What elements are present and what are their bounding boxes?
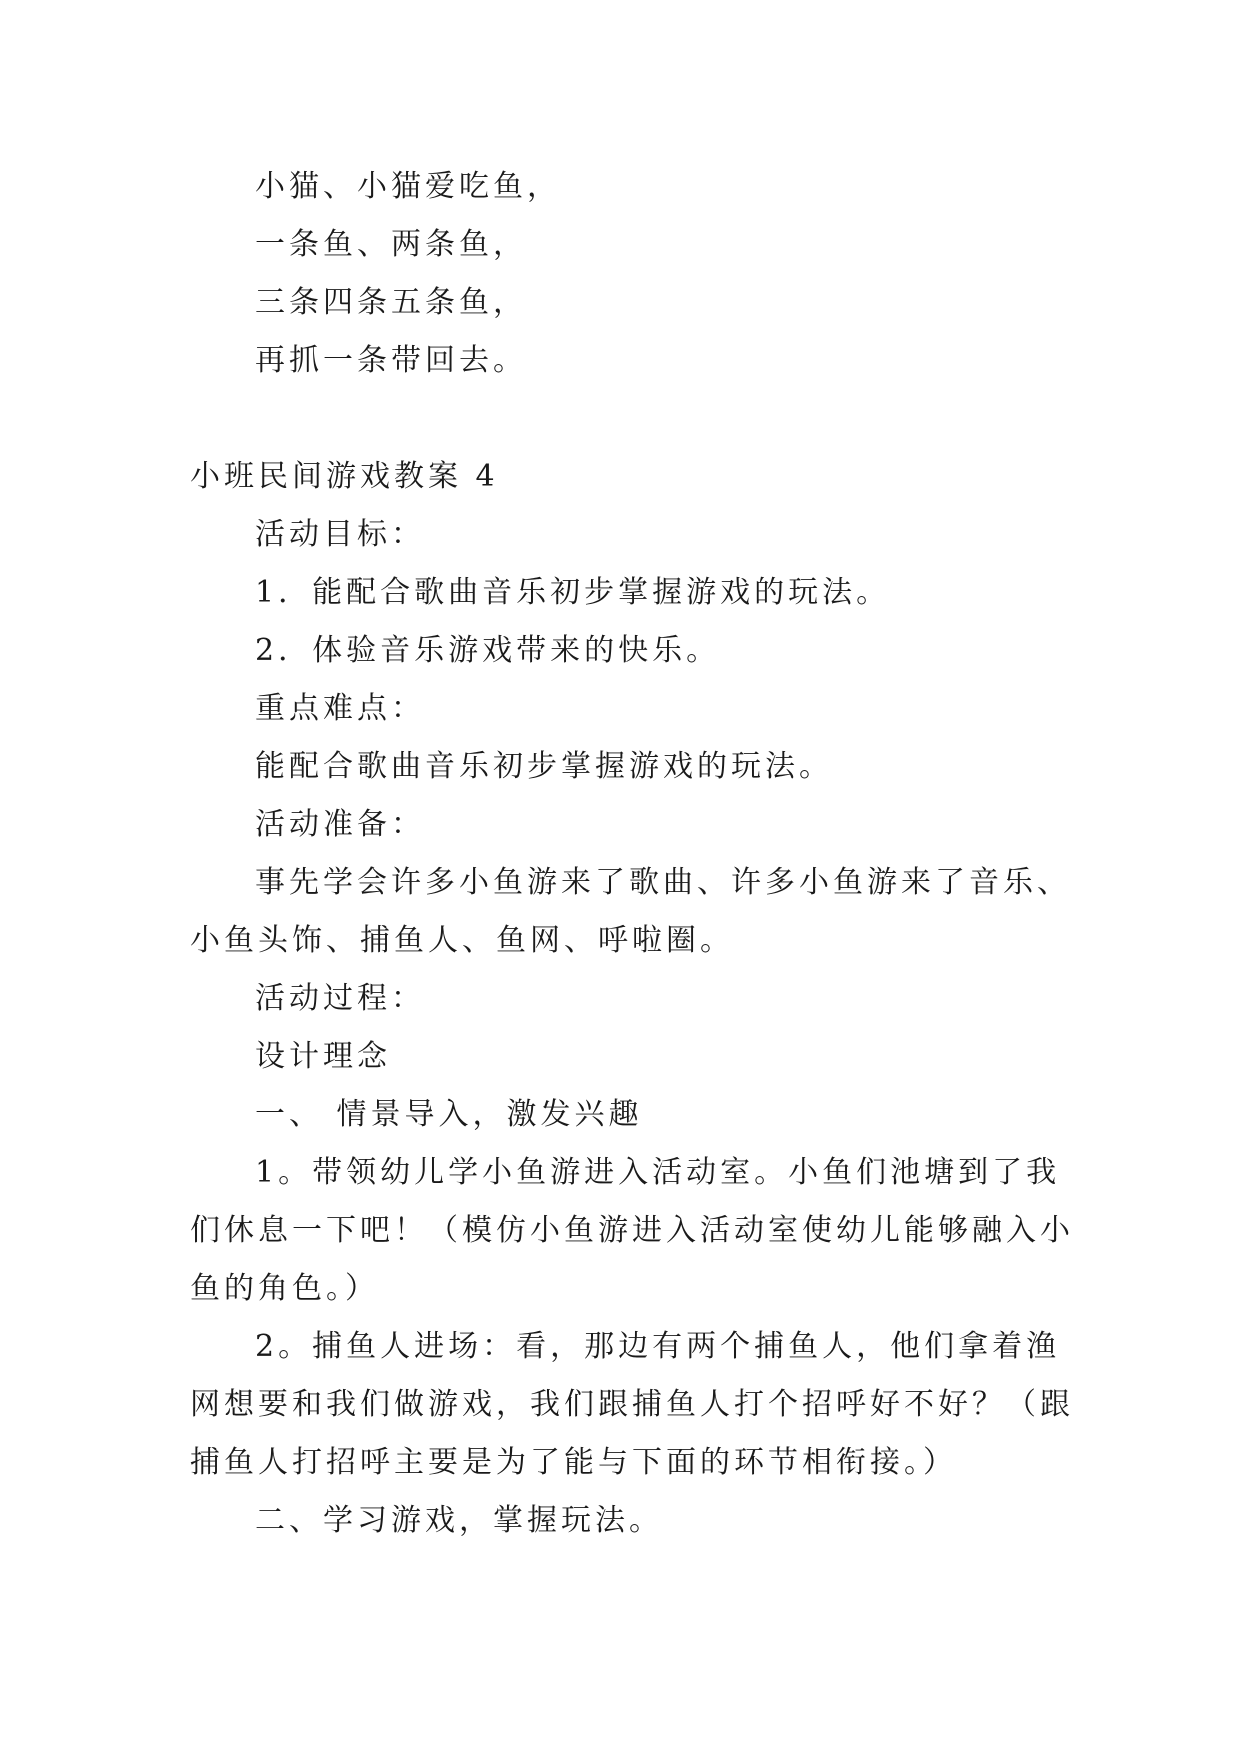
step-1-heading: 一、 情景导入，激发兴趣 (255, 1097, 643, 1132)
section-title: 小班民间游戏教案 4 (190, 459, 499, 494)
poem-line-1: 小猫、小猫爱吃鱼， (255, 169, 561, 204)
poem-line-3: 三条四条五条鱼， (255, 285, 527, 320)
poem-line-2: 一条鱼、两条鱼， (255, 227, 527, 262)
step-2-heading: 二、学习游戏，掌握玩法。 (255, 1503, 663, 1538)
key-points-text: 能配合歌曲音乐初步掌握游戏的玩法。 (255, 749, 833, 784)
heading-activity-goals: 活动目标： (255, 517, 425, 552)
preparation-text-line-2: 小鱼头饰、捕鱼人、鱼网、呼啦圈。 (190, 923, 734, 958)
step-1-para-2-line-3: 捕鱼人打招呼主要是为了能与下面的环节相衔接。） (190, 1445, 957, 1480)
heading-design-concept: 设计理念 (255, 1039, 391, 1074)
heading-key-points: 重点难点： (255, 691, 425, 726)
step-1-para-1-line-1: 1。带领幼儿学小鱼游进入活动室。小鱼们池塘到了我 (255, 1155, 1061, 1190)
step-1-para-2-line-2: 网想要和我们做游戏，我们跟捕鱼人打个招呼好不好？（跟 (190, 1387, 1074, 1422)
step-1-para-2-line-1: 2。捕鱼人进场：看，那边有两个捕鱼人，他们拿着渔 (255, 1329, 1061, 1364)
poem-line-4: 再抓一条带回去。 (255, 343, 527, 378)
step-1-para-1-line-3: 鱼的角色。） (190, 1271, 379, 1306)
step-1-para-1-line-2: 们休息一下吧！（模仿小鱼游进入活动室使幼儿能够融入小 (190, 1213, 1074, 1248)
heading-preparation: 活动准备： (255, 807, 425, 842)
goal-item-2: 2．体验音乐游戏带来的快乐。 (255, 633, 721, 668)
heading-process: 活动过程： (255, 981, 425, 1016)
goal-item-1: 1．能配合歌曲音乐初步掌握游戏的玩法。 (255, 575, 891, 610)
preparation-text-line-1: 事先学会许多小鱼游来了歌曲、许多小鱼游来了音乐、 (255, 865, 1071, 900)
